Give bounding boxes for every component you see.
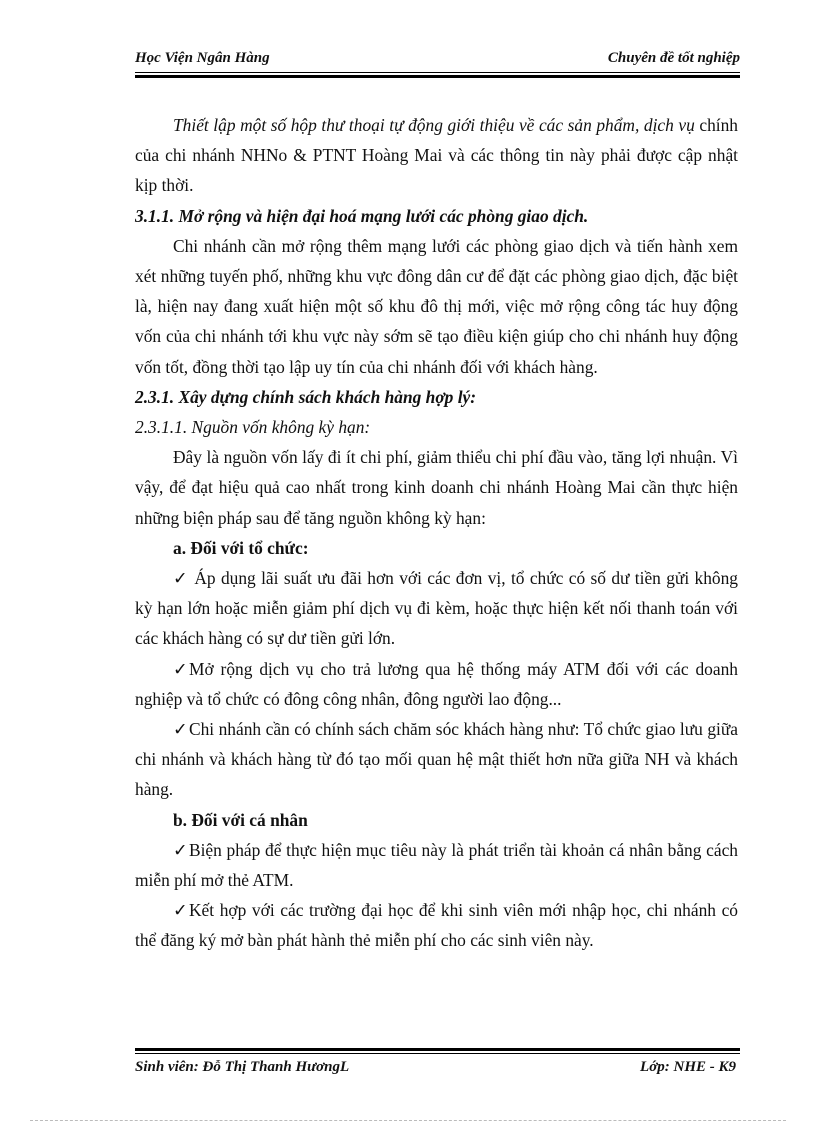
footer-rule-thick	[135, 1048, 740, 1051]
paragraph-expand-network: Chi nhánh cần mở rộng thêm mạng lưới các phòng giao dịch và tiến hành xem xét những tuyến phố, những khu vực đông dân cư để đặt các phòng giao dịch, đặc biệt là, hiện nay đang xuất hiện một số khu đô thị mới, việc mở rộng công tác huy động vốn của chi nhánh tới khu vực này sớm sẽ tạo điều kiện giúp cho chi nhánh huy động vốn tốt, đồng thời tạo lập uy tín của chi nhánh đối với khách hàng.	[135, 235, 738, 377]
checkmark-icon: ✓	[173, 900, 188, 921]
bullet-personal-accounts	[135, 835, 738, 895]
bullet-text: Kết hợp với các trường đại học để khi sinh viên mới nhập học, chi nhánh có thể đăng ký mở bàn phát hành thẻ miễn phí cho các sinh viên này.	[135, 900, 738, 951]
heading-demand-deposits: 2.3.1.1. Nguồn vốn không kỳ hạn:	[135, 417, 371, 438]
bullet-customer-care	[135, 714, 738, 805]
document-body	[135, 110, 738, 956]
header-rule-thin	[135, 72, 740, 73]
header-rule-thick	[135, 75, 740, 78]
bullet-text: Chi nhánh cần có chính sách chăm sóc khách hàng như: Tổ chức giao lưu giữa chi nhánh và khách hàng từ đó tạo mối quan hệ mật thiết hơn nữa giữa NH và khách hàng.	[135, 719, 738, 800]
subheading-organizations: a. Đối với tổ chức:	[173, 537, 309, 558]
checkmark-icon: ✓	[173, 839, 188, 860]
intro-italic-text: Thiết lập một số hộp thư thoại tự động giới thiệu về các sản phẩm, dịch vụ	[173, 115, 695, 135]
intro-text: chính của chi nhánh NHNo & PTNT Hoàng Mai và các thông tin này phải được cập nhật kịp thời.	[135, 115, 739, 196]
footer-rule-thin	[135, 1053, 740, 1054]
page-footer	[135, 1059, 740, 1081]
header-institution: Học Viện Ngân Hàng	[135, 50, 270, 66]
paragraph-demand-deposits: Đây là nguồn vốn lấy đi ít chi phí, giảm thiểu chi phí đầu vào, tăng lợi nhuận. Vì vậy, để đạt hiệu quả cao nhất trong kinh doanh chi nhánh Hoàng Mai cần thực hiện những biện pháp sau để tăng nguồn không kỳ hạn:	[135, 447, 738, 528]
page-header	[135, 50, 740, 72]
bullet-text: Mở rộng dịch vụ cho trả lương qua hệ thống máy ATM đối với các doanh nghiệp và tổ chức có đông công nhân, đông người lao động...	[135, 658, 738, 709]
heading-customer-policy: 2.3.1. Xây dựng chính sách khách hàng hợp lý:	[135, 386, 477, 407]
subheading-individuals: b. Đối với cá nhân	[173, 809, 308, 830]
heading-expand-network: 3.1.1. Mở rộng và hiện đại hoá mạng lưới các phòng giao dịch.	[135, 205, 589, 226]
bullet-atm-payroll	[135, 654, 738, 714]
footer-student: Sinh viên: Đỗ Thị Thanh HươngL	[135, 1059, 350, 1075]
bullet-preferential-rates	[135, 563, 738, 654]
bullet-university-cards	[135, 895, 738, 955]
header-doc-type: Chuyên đề tốt nghiệp	[607, 50, 740, 66]
bullet-text: Biện pháp để thực hiện mục tiêu này là phát triển tài khoản cá nhân bằng cách miễn phí mở thẻ ATM.	[135, 839, 738, 891]
checkmark-icon: ✓	[173, 719, 188, 740]
paragraph-intro	[135, 110, 738, 201]
checkmark-icon: ✓	[173, 568, 188, 589]
checkmark-icon: ✓	[173, 658, 188, 679]
footer-class: Lớp: NHE - K9	[640, 1059, 736, 1075]
page-bottom-dashed-line	[30, 1120, 786, 1121]
bullet-text: Áp dụng lãi suất ưu đãi hơn với các đơn vị, tổ chức có số dư tiền gửi không kỳ hạn lớn hoặc miễn giảm phí dịch vụ đi kèm, hoặc thực hiện kết nối thanh toán với các khách hàng có sự dư tiền gửi lớn.	[135, 568, 738, 649]
